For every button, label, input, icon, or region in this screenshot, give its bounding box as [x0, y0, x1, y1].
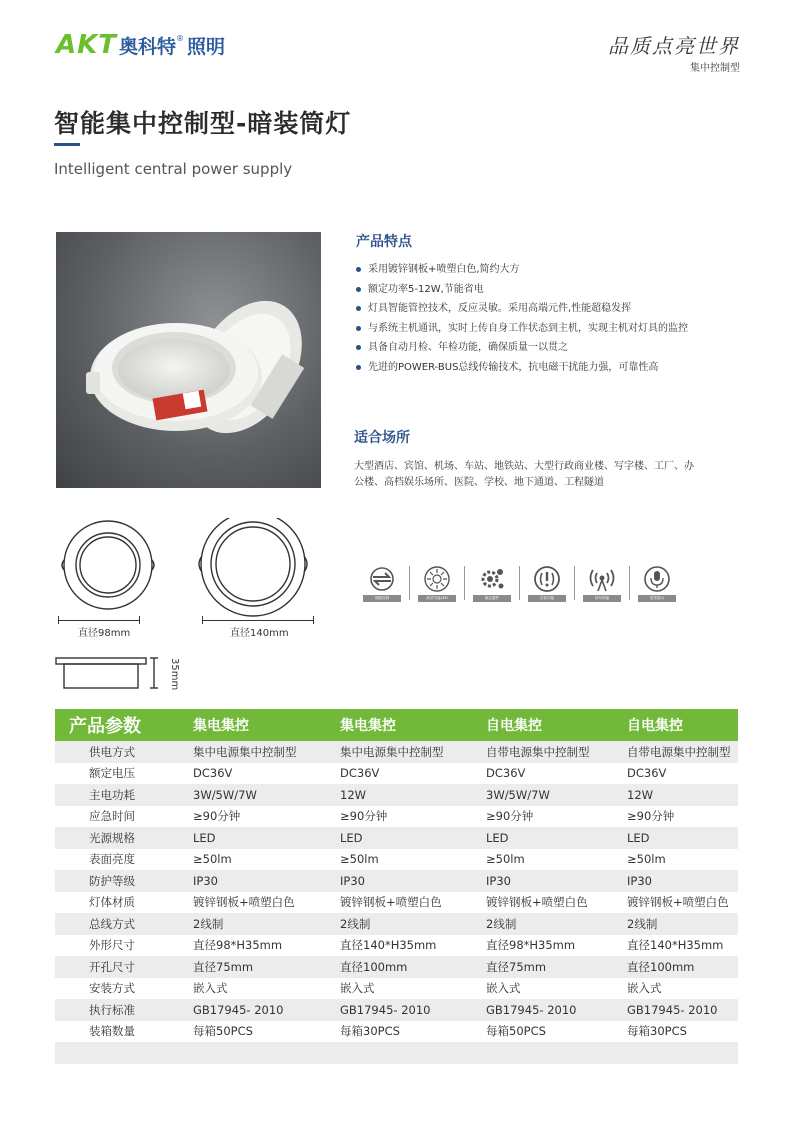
table-cell: 直径98*H35mm: [486, 938, 576, 953]
scenes-text: 大型酒店、宾馆、机场、车站、地铁站、大型行政商业楼、写字楼、工厂、办公楼、高档娱乐场所、医院、学校、地下通道、工程隧道: [354, 461, 694, 488]
icon-divider: [629, 566, 630, 600]
table-cell: 嵌入式: [340, 981, 375, 996]
icon-divider: [519, 566, 520, 600]
table-cell: 2线制: [340, 916, 371, 931]
table-header-cell: 产品参数: [69, 716, 141, 737]
product-photo: [56, 232, 321, 488]
table-row: [55, 784, 738, 806]
logo-suffix: 照明: [187, 35, 226, 58]
row-label: 灯体材质: [89, 895, 135, 910]
icon-divider: [574, 566, 575, 600]
dimension-tick: [58, 616, 59, 624]
table-cell: DC36V: [340, 766, 380, 781]
brand-logo: [56, 32, 225, 58]
slogan: [608, 30, 740, 74]
table-cell: DC36V: [486, 766, 526, 781]
table-cell: IP30: [627, 873, 652, 888]
table-cell: 镀锌钢板+喷塑白色: [340, 895, 442, 910]
table-cell: IP30: [340, 873, 365, 888]
row-label: 供电方式: [89, 744, 135, 759]
table-cell: 直径140*H35mm: [627, 938, 724, 953]
table-cell: 镀锌钢板+喷塑白色: [193, 895, 295, 910]
downlight-image: [56, 232, 321, 488]
feature-item: 额定功率5-12W,节能省电: [356, 280, 688, 300]
row-label: 执行标准: [89, 1002, 135, 1017]
table-cell: ≥90分钟: [340, 809, 388, 824]
table-cell: 2线制: [193, 916, 224, 931]
features-list: [356, 260, 688, 377]
row-label: 装箱数量: [89, 1024, 135, 1039]
table-cell: 直径75mm: [486, 959, 547, 974]
table-cell: 镀锌钢板+喷塑白色: [486, 895, 588, 910]
icon-caption: 高效节能LED: [418, 595, 456, 602]
alert-icon: [532, 564, 562, 594]
table-cell: GB17945- 2010: [627, 1002, 718, 1017]
icon-tile: [582, 564, 622, 602]
table-row: [55, 1042, 738, 1064]
table-cell: 每箱30PCS: [627, 1024, 687, 1039]
table-cell: 嵌入式: [627, 981, 662, 996]
table-cell: IP30: [486, 873, 511, 888]
icon-tile: [362, 564, 402, 602]
height-label: 35mm: [169, 658, 180, 691]
table-row: [55, 806, 738, 828]
icon-tile: [472, 564, 512, 602]
row-label: 主电功耗: [89, 787, 135, 802]
table-cell: 12W: [627, 787, 654, 802]
icon-tile: [527, 564, 567, 602]
table-cell: 直径75mm: [193, 959, 254, 974]
table-header-cell: 集电集控: [193, 718, 249, 734]
table-cell: 3W/5W/7W: [486, 787, 550, 802]
table-row: [55, 999, 738, 1021]
table-cell: 镀锌钢板+喷塑白色: [627, 895, 729, 910]
logo-registered-mark: ®: [176, 34, 185, 43]
page-title: 智能集中控制型-暗装筒灯: [54, 109, 352, 138]
icon-caption: 自检功能: [528, 595, 566, 602]
table-cell: 3W/5W/7W: [193, 787, 257, 802]
large-lamp-drawing: [199, 518, 307, 616]
table-cell: 直径100mm: [627, 959, 695, 974]
row-label: 光源规格: [89, 830, 135, 845]
dimension-line-large: [202, 620, 314, 621]
table-cell: 每箱50PCS: [193, 1024, 253, 1039]
icon-tile: [637, 564, 677, 602]
feature-item: 先进的POWER-BUS总线传输技术，抗电磁干扰能力强，可靠性高: [356, 358, 688, 378]
table-cell: 每箱50PCS: [486, 1024, 546, 1039]
table-cell: ≥50lm: [627, 852, 666, 867]
table-row: [55, 935, 738, 957]
dimension-tick: [313, 616, 314, 624]
mic-icon: [642, 564, 672, 594]
table-cell: DC36V: [627, 766, 667, 781]
table-row: [55, 956, 738, 978]
table-body: [55, 741, 738, 1064]
table-cell: 12W: [340, 787, 367, 802]
dimension-tick: [202, 616, 203, 624]
table-cell: 直径100mm: [340, 959, 408, 974]
table-row: [55, 978, 738, 1000]
gear-icon: [477, 564, 507, 594]
table-header-cell: 集电集控: [340, 718, 396, 734]
icon-divider: [464, 566, 465, 600]
table-row: [55, 1021, 738, 1043]
slogan-subtext: 集中控制型: [690, 63, 740, 74]
table-cell: GB17945- 2010: [340, 1002, 431, 1017]
table-cell: LED: [486, 830, 509, 845]
table-cell: GB17945- 2010: [193, 1002, 284, 1017]
table-cell: ≥90分钟: [627, 809, 675, 824]
logo-letters: AKT: [56, 30, 118, 60]
feature-item: 灯具智能管控技术，反应灵敏。采用高端元件,性能超稳发挥: [356, 299, 688, 319]
table-cell: ≥50lm: [193, 852, 232, 867]
table-cell: ≥50lm: [340, 852, 379, 867]
table-cell: 嵌入式: [486, 981, 521, 996]
icon-tile: [417, 564, 457, 602]
scenes-heading: 适合场所: [354, 430, 410, 446]
table-row: [55, 827, 738, 849]
icon-caption: 信号传输: [583, 595, 621, 602]
table-cell: ≥90分钟: [193, 809, 241, 824]
feature-item: 与系统主机通讯，实时上传自身工作状态到主机，实现主机对灯具的监控: [356, 319, 688, 339]
row-label: 防护等级: [89, 873, 135, 888]
large-diameter-label: 直径140mm: [230, 628, 289, 639]
table-row: [55, 870, 738, 892]
feature-icons: [362, 564, 677, 602]
logo-brand: 奥科特: [119, 35, 177, 58]
table-cell: 直径140*H35mm: [340, 938, 437, 953]
table-header-cell: 自电集控: [486, 718, 542, 734]
row-label: 总线方式: [89, 916, 135, 931]
table-cell: 2线制: [627, 916, 658, 931]
table-cell: 直径98*H35mm: [193, 938, 283, 953]
features-heading: 产品特点: [356, 234, 412, 250]
title-underline: [54, 143, 80, 146]
table-cell: ≥90分钟: [486, 809, 534, 824]
icon-caption: 稳定器件: [473, 595, 511, 602]
small-lamp-drawing: [62, 521, 154, 609]
dimension-tick: [139, 616, 140, 624]
parameter-table: [55, 709, 738, 1064]
row-label: 外形尺寸: [89, 938, 135, 953]
table-cell: ≥50lm: [486, 852, 525, 867]
row-label: 表面亮度: [89, 852, 135, 867]
table-row: [55, 892, 738, 914]
table-row: [55, 849, 738, 871]
row-label: 额定电压: [89, 766, 135, 781]
switch-icon: [367, 564, 397, 594]
table-cell: LED: [627, 830, 650, 845]
table-row: [55, 763, 738, 785]
signal-icon: [587, 564, 617, 594]
dimension-line-small: [58, 620, 140, 621]
feature-item: 采用镀锌钢板+喷塑白色,简约大方: [356, 260, 688, 280]
icon-caption: 智能控制: [363, 595, 401, 602]
table-cell: 嵌入式: [193, 981, 228, 996]
table-cell: 集中电源集中控制型: [193, 744, 297, 759]
icon-divider: [409, 566, 410, 600]
icon-caption: 语音提示: [638, 595, 676, 602]
small-diameter-label: 直径98mm: [78, 628, 131, 639]
row-label: 应急时间: [89, 809, 135, 824]
led-icon: [422, 564, 452, 594]
side-view-drawing: [56, 658, 158, 688]
table-cell: 自带电源集中控制型: [486, 744, 590, 759]
table-cell: 每箱30PCS: [340, 1024, 400, 1039]
row-label: 安装方式: [89, 981, 135, 996]
dimension-drawings: [50, 518, 320, 698]
page-subtitle: Intelligent central power supply: [54, 160, 293, 178]
table-cell: DC36V: [193, 766, 233, 781]
table-cell: 集中电源集中控制型: [340, 744, 444, 759]
slogan-text: 品质点亮世界: [608, 34, 740, 58]
table-header: [55, 709, 738, 741]
table-row: [55, 913, 738, 935]
row-label: 开孔尺寸: [89, 959, 135, 974]
table-cell: 自带电源集中控制型: [627, 744, 731, 759]
table-cell: LED: [340, 830, 363, 845]
table-cell: LED: [193, 830, 216, 845]
table-header-cell: 自电集控: [627, 718, 683, 734]
table-cell: GB17945- 2010: [486, 1002, 577, 1017]
table-cell: 2线制: [486, 916, 517, 931]
table-cell: IP30: [193, 873, 218, 888]
feature-item: 具备自动月检、年检功能，确保质量一以贯之: [356, 338, 688, 358]
table-row: [55, 741, 738, 763]
